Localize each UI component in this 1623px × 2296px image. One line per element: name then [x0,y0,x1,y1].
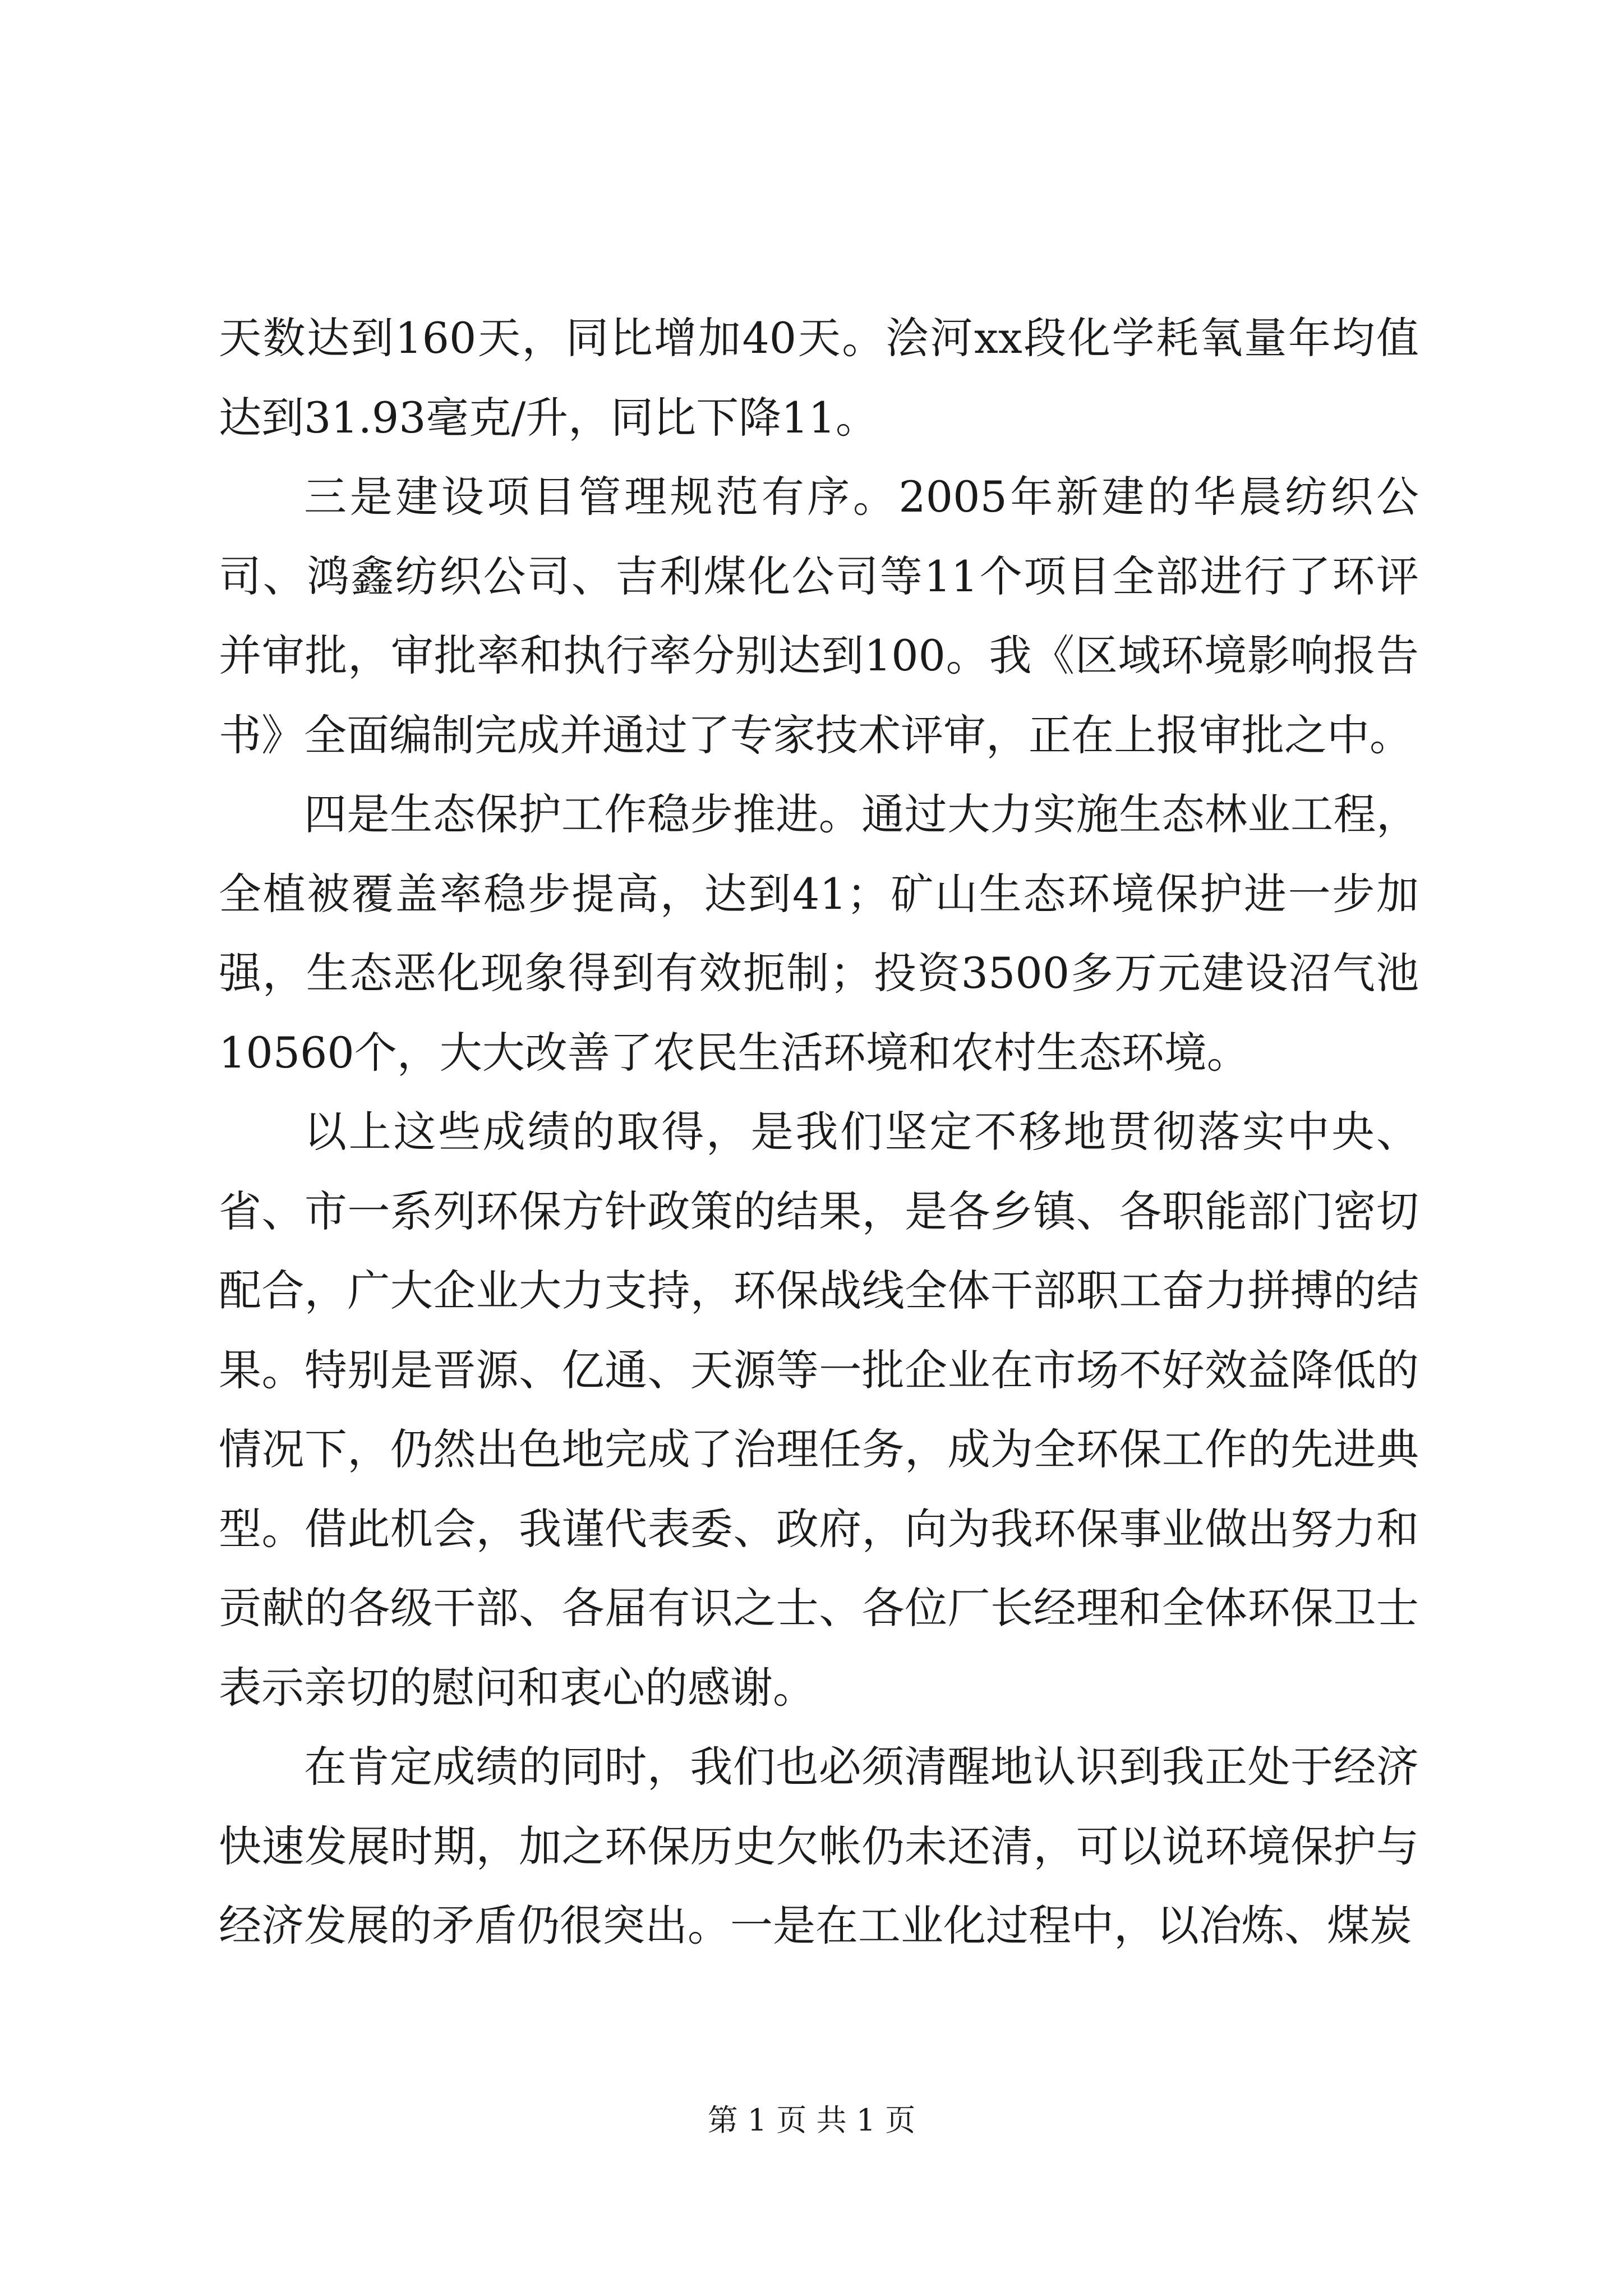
paragraph-challenges: 在肯定成绩的同时，我们也必须清醒地认识到我正处于经济快速发展时期，加之环保历史欠帐仍未还清，可以说环境保护与经济发展的矛盾仍很突出。一是在工业化过程中，以冶炼、煤炭 [219,1742,1419,1950]
page-number-footer: 第 1 页 共 1 页 [707,2102,916,2138]
paragraph-achievements: 以上这些成绩的取得，是我们坚定不移地贯彻落实中央、省、市一系列环保方针政策的结果，是各乡镇、各职能部门密切配合，广大企业大力支持，环保战线全体干部职工奋力拼搏的结果。特别是晋源、亿通、天源等一批企业在市场不好效益降低的情况下，仍然出色地完成了治理任务，成为全环保工作的先进典型。借此机会，我谨代表委、政府，向为我环保事业做出努力和贡献的各级干部、各届有识之士、各位厂长经理和全体环保卫士表示亲切的慰问和衷心的感谢。 [219,1107,1419,1713]
paragraph-continuation: 天数达到160天，同比增加40天。浍河xx段化学耗氧量年均值达到31.93毫克/升，同比下降11。 [219,313,1419,443]
paragraph-ecological-protection: 四是生态保护工作稳步推进。通过大力实施生态林业工程，全植被覆盖率稳步提高，达到41；矿山生态环境保护进一步加强，生态恶化现象得到有效扼制；投资3500多万元建设沼气池10560个，大大改善了农民生活环境和农村生态环境。 [219,789,1419,1078]
paragraph-project-management: 三是建设项目管理规范有序。2005年新建的华晨纺织公司、鸿鑫纺织公司、吉利煤化公司等11个项目全部进行了环评并审批，审批率和执行率分别达到100。我《区域环境影响报告书》全面编制完成并通过了专家技术评审，正在上报审批之中。 [219,472,1419,760]
document-body [219,298,1419,1966]
